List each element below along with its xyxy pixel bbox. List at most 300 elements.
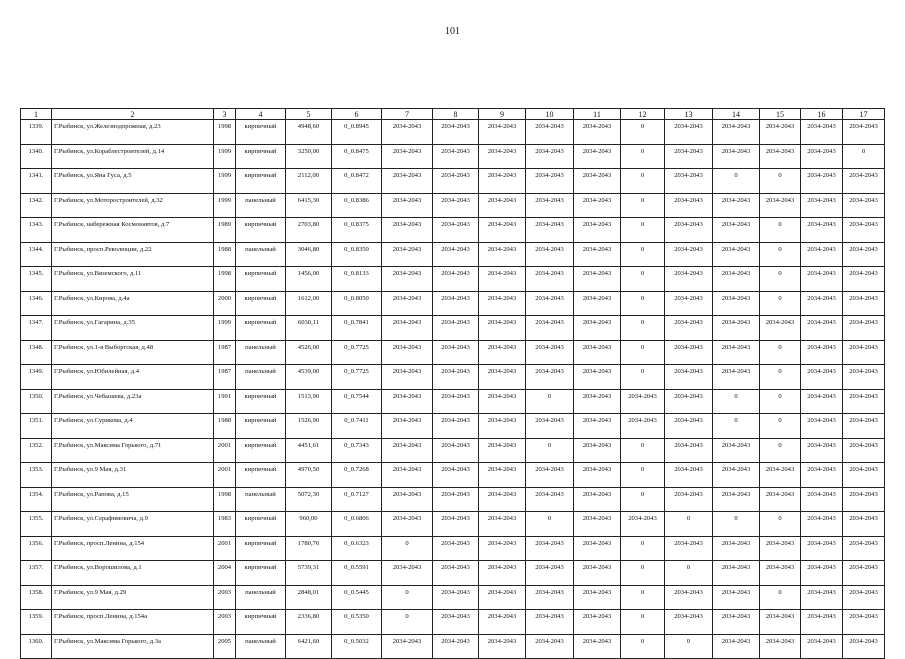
table-cell: 2034-2043	[382, 340, 433, 365]
table-cell: 1780,70	[286, 536, 332, 561]
table-row	[21, 512, 885, 537]
column-header: 17	[843, 109, 885, 120]
row-number-cell: 1350.	[21, 389, 52, 414]
address-cell: Г.Рыбинск, ул.Вяземского, д.11	[52, 267, 214, 292]
table-cell: 1999	[214, 193, 236, 218]
table-cell: 0	[713, 169, 760, 194]
table-cell: 0	[621, 561, 665, 586]
table-cell: 2034-2043	[801, 218, 843, 243]
table-cell: 2034-2043	[713, 144, 760, 169]
table-cell: 0	[621, 634, 665, 659]
table-cell: 2034-2043	[479, 561, 526, 586]
address-cell: Г.Рыбинск, ул.Сурикова, д.4	[52, 414, 214, 439]
page-number: 101	[445, 26, 460, 37]
table-cell: 2034-2043	[760, 120, 801, 145]
table-cell: 3250,00	[286, 144, 332, 169]
table-cell: 2034-2043	[713, 561, 760, 586]
table-cell: 0	[382, 536, 433, 561]
table-cell: 2034-2043	[574, 536, 621, 561]
row-number-cell: 1348.	[21, 340, 52, 365]
table-cell: 2034-2043	[574, 438, 621, 463]
table-cell: 2034-2043	[713, 291, 760, 316]
table-cell: 1612,00	[286, 291, 332, 316]
column-header: 12	[621, 109, 665, 120]
table-cell: 0	[760, 267, 801, 292]
table-cell: 0	[621, 365, 665, 390]
table-cell: кирпичный	[236, 389, 286, 414]
table-cell: 2034-2043	[843, 536, 885, 561]
table-cell: 2034-2043	[760, 561, 801, 586]
row-number-cell: 1357.	[21, 561, 52, 586]
table-cell: 0_0.8475	[332, 144, 382, 169]
table-cell: 2034-2043	[433, 291, 479, 316]
table-cell: 0	[713, 389, 760, 414]
address-cell: Г.Рыбинск, ул.Максима Горького, д.71	[52, 438, 214, 463]
table-cell: 0_0.8375	[332, 218, 382, 243]
table-cell: 2001	[214, 463, 236, 488]
table-cell: 2034-2043	[382, 487, 433, 512]
table-cell: 2034-2043	[433, 144, 479, 169]
address-cell: Г.Рыбинск, ул.Железнодорожная, д.23	[52, 120, 214, 145]
table-cell: 2034-2043	[382, 561, 433, 586]
table-cell: 0	[621, 487, 665, 512]
table-cell: кирпичный	[236, 120, 286, 145]
table-row	[21, 291, 885, 316]
table-row	[21, 610, 885, 635]
table-cell: 2034-2043	[801, 365, 843, 390]
table-cell: 2034-2043	[574, 585, 621, 610]
table-cell: 2034-2043	[801, 267, 843, 292]
table-row	[21, 389, 885, 414]
table-cell: 0	[621, 120, 665, 145]
table-cell: 2034-2043	[479, 267, 526, 292]
column-header: 3	[214, 109, 236, 120]
table-row	[21, 316, 885, 341]
row-number-cell: 1356.	[21, 536, 52, 561]
table-cell: 2034-2043	[526, 585, 574, 610]
table-cell: 2034-2043	[801, 242, 843, 267]
table-cell: 2034-2043	[713, 218, 760, 243]
table-cell: 0	[843, 144, 885, 169]
table-cell: 2034-2043	[801, 389, 843, 414]
table-cell: 2034-2043	[433, 365, 479, 390]
table-cell: 0	[760, 438, 801, 463]
table-cell: 2034-2043	[433, 242, 479, 267]
table-cell: 2034-2043	[382, 512, 433, 537]
table-cell: 2034-2043	[479, 585, 526, 610]
table-cell: 0_0.5591	[332, 561, 382, 586]
address-cell: Г.Рыбинск, просп.Революции, д.22	[52, 242, 214, 267]
table-cell: 2034-2043	[433, 610, 479, 635]
table-cell: 2034-2043	[526, 316, 574, 341]
address-cell: Г.Рыбинск, просп.Ленина, д.154	[52, 536, 214, 561]
table-cell: 960,00	[286, 512, 332, 537]
table-cell: 2034-2043	[526, 267, 574, 292]
table-cell: 2034-2043	[526, 561, 574, 586]
table-cell: кирпичный	[236, 512, 286, 537]
column-header: 7	[382, 109, 433, 120]
table-cell: 0_0.7343	[332, 438, 382, 463]
address-cell: Г.Рыбинск, ул.Кораблестроителей, д.14	[52, 144, 214, 169]
table-cell: 2034-2043	[801, 316, 843, 341]
address-cell: Г.Рыбинск, ул.1-я Выборгская, д.48	[52, 340, 214, 365]
table-cell: 2034-2043	[801, 561, 843, 586]
table-cell: 2034-2043	[382, 316, 433, 341]
table-cell: 2034-2043	[574, 193, 621, 218]
table-cell: 2034-2043	[479, 169, 526, 194]
address-cell: Г.Рыбинск, ул.Кирова, д.4а	[52, 291, 214, 316]
table-cell: 2034-2043	[843, 487, 885, 512]
table-cell: 2034-2043	[433, 487, 479, 512]
table-cell: 0	[621, 242, 665, 267]
table-cell: 2034-2043	[479, 291, 526, 316]
table-cell: 2034-2043	[382, 169, 433, 194]
table-cell: 2034-2043	[382, 218, 433, 243]
table-cell: 2034-2043	[713, 365, 760, 390]
table-cell: 2034-2043	[479, 365, 526, 390]
table-cell: 2034-2043	[382, 267, 433, 292]
table-cell: 2034-2043	[574, 169, 621, 194]
table-cell: 2034-2043	[665, 365, 713, 390]
table-cell: 0	[621, 585, 665, 610]
table-cell: 2034-2043	[843, 120, 885, 145]
table-cell: 2034-2043	[479, 193, 526, 218]
table-cell: 2034-2043	[526, 218, 574, 243]
table-cell: 0_0.8350	[332, 242, 382, 267]
row-number-cell: 1358.	[21, 585, 52, 610]
housing-table	[20, 108, 885, 659]
table-cell: 0_0.7127	[332, 487, 382, 512]
table-cell: 2336,80	[286, 610, 332, 635]
table-cell: 6421,60	[286, 634, 332, 659]
column-header: 15	[760, 109, 801, 120]
column-header: 16	[801, 109, 843, 120]
table-cell: 2034-2043	[382, 365, 433, 390]
column-header: 14	[713, 109, 760, 120]
address-cell: Г.Рыбинск, ул.Серафимовича, д.9	[52, 512, 214, 537]
table-cell: 2034-2043	[574, 561, 621, 586]
table-cell: 2034-2043	[760, 634, 801, 659]
table-cell: 0	[760, 242, 801, 267]
table-cell: 2034-2043	[574, 487, 621, 512]
table-cell: 2034-2043	[713, 193, 760, 218]
table-cell: 2034-2043	[843, 389, 885, 414]
table-cell: 5072,30	[286, 487, 332, 512]
table-cell: 0	[621, 316, 665, 341]
table-cell: 1988	[214, 414, 236, 439]
table-cell: 2034-2043	[574, 463, 621, 488]
table-cell: 2034-2043	[479, 512, 526, 537]
table-cell: 2034-2043	[801, 634, 843, 659]
table-cell: 2034-2043	[843, 291, 885, 316]
table-cell: 6415,30	[286, 193, 332, 218]
table-cell: 4451,61	[286, 438, 332, 463]
address-cell: Г.Рыбинск, ул.Максима Горького, д.3а	[52, 634, 214, 659]
row-number-cell: 1352.	[21, 438, 52, 463]
table-cell: 2034-2043	[433, 340, 479, 365]
table-cell: 2034-2043	[526, 169, 574, 194]
table-cell: 0_0.8133	[332, 267, 382, 292]
table-cell: 2034-2043	[433, 218, 479, 243]
table-cell: 0	[760, 585, 801, 610]
table-cell: 1998	[214, 487, 236, 512]
table-cell: 2034-2043	[665, 610, 713, 635]
table-cell: 2004	[214, 561, 236, 586]
table-cell: 2034-2043	[574, 512, 621, 537]
table-cell: 0	[382, 610, 433, 635]
table-cell: 0	[713, 512, 760, 537]
table-cell: кирпичный	[236, 463, 286, 488]
table-cell: кирпичный	[236, 218, 286, 243]
table-row	[21, 536, 885, 561]
table-cell: 1998	[214, 267, 236, 292]
table-cell: 2034-2043	[801, 512, 843, 537]
table-cell: 2034-2043	[843, 169, 885, 194]
table-cell: 2034-2043	[574, 291, 621, 316]
table-cell: 2034-2043	[526, 463, 574, 488]
column-header: 4	[236, 109, 286, 120]
table-cell: 2034-2043	[713, 585, 760, 610]
table-cell: 2034-2043	[433, 512, 479, 537]
header-row	[21, 109, 885, 120]
row-number-cell: 1340.	[21, 144, 52, 169]
table-cell: 2034-2043	[479, 316, 526, 341]
table-cell: 2034-2043	[382, 144, 433, 169]
table-cell: 0	[621, 169, 665, 194]
table-row	[21, 144, 885, 169]
table-cell: 2034-2043	[665, 291, 713, 316]
row-number-cell: 1344.	[21, 242, 52, 267]
address-cell: Г.Рыбинск, ул.Юбилейная, д.4	[52, 365, 214, 390]
table-cell: кирпичный	[236, 536, 286, 561]
table-cell: 0	[621, 340, 665, 365]
table-cell: 2034-2043	[760, 316, 801, 341]
row-number-cell: 1360.	[21, 634, 52, 659]
address-cell: Г.Рыбинск, ул.Чебышева, д.23а	[52, 389, 214, 414]
table-cell: 2034-2043	[713, 438, 760, 463]
table-cell: 0_0.7411	[332, 414, 382, 439]
table-cell: 2034-2043	[760, 463, 801, 488]
table-cell: 2034-2043	[801, 291, 843, 316]
row-number-cell: 1345.	[21, 267, 52, 292]
table-cell: 0	[665, 561, 713, 586]
table-cell: 2034-2043	[843, 414, 885, 439]
table-row	[21, 463, 885, 488]
table-cell: 2034-2043	[574, 414, 621, 439]
table-cell: 5739,31	[286, 561, 332, 586]
table-cell: панельный	[236, 487, 286, 512]
table-cell: 2034-2043	[433, 585, 479, 610]
table-cell: 1987	[214, 340, 236, 365]
table-cell: 0	[526, 438, 574, 463]
table-cell: кирпичный	[236, 291, 286, 316]
table-cell: 2034-2043	[760, 536, 801, 561]
table-cell: 2034-2043	[479, 218, 526, 243]
table-cell: 0_0.7725	[332, 340, 382, 365]
table-cell: 2034-2043	[433, 634, 479, 659]
table-cell: 2034-2043	[479, 634, 526, 659]
table-cell: 0	[526, 389, 574, 414]
table-row	[21, 487, 885, 512]
table-cell: 0	[621, 144, 665, 169]
table-cell: 2034-2043	[574, 218, 621, 243]
table-cell: 0	[665, 634, 713, 659]
column-header: 2	[52, 109, 214, 120]
table-cell: 2034-2043	[843, 218, 885, 243]
table-cell: 0	[760, 389, 801, 414]
table-cell: 0	[621, 463, 665, 488]
table-cell: 2034-2043	[843, 585, 885, 610]
table-cell: 0_0.6323	[332, 536, 382, 561]
table-cell: 2034-2043	[843, 365, 885, 390]
table-row	[21, 193, 885, 218]
table-row	[21, 561, 885, 586]
table-cell: 2034-2043	[526, 536, 574, 561]
table-cell: 2034-2043	[760, 193, 801, 218]
table-cell: 0	[382, 585, 433, 610]
table-row	[21, 242, 885, 267]
table-cell: 0	[526, 512, 574, 537]
table-cell: 2034-2043	[665, 536, 713, 561]
table-cell: 2034-2043	[479, 414, 526, 439]
table-cell: 2034-2043	[843, 242, 885, 267]
address-cell: Г.Рыбинск, ул.Ворошилова, д.1	[52, 561, 214, 586]
table-cell: кирпичный	[236, 610, 286, 635]
table-cell: 2034-2043	[760, 487, 801, 512]
table-cell: 2034-2043	[382, 291, 433, 316]
table-cell: 0	[760, 512, 801, 537]
table-cell: 2848,01	[286, 585, 332, 610]
address-cell: Г.Рыбинск, ул.9 Мая, д.31	[52, 463, 214, 488]
table-cell: панельный	[236, 193, 286, 218]
table-cell: 2034-2043	[843, 340, 885, 365]
table-cell: 2034-2043	[433, 120, 479, 145]
table-cell: 2034-2043	[479, 120, 526, 145]
address-cell: Г.Рыбинск, ул.9 Мая, д.29	[52, 585, 214, 610]
table-cell: 2034-2043	[665, 242, 713, 267]
table-cell: 2034-2043	[526, 144, 574, 169]
table-cell: 2034-2043	[574, 634, 621, 659]
table-cell: 2034-2043	[801, 193, 843, 218]
column-header: 11	[574, 109, 621, 120]
table-cell: 2034-2043	[801, 438, 843, 463]
table-cell: 2034-2043	[621, 512, 665, 537]
column-header: 8	[433, 109, 479, 120]
table-cell: 2034-2043	[574, 144, 621, 169]
table-cell: 1456,00	[286, 267, 332, 292]
table-cell: 2034-2043	[382, 634, 433, 659]
table-cell: 2034-2043	[713, 463, 760, 488]
table-cell: 2034-2043	[801, 487, 843, 512]
row-number-cell: 1343.	[21, 218, 52, 243]
column-header: 1	[21, 109, 52, 120]
table-cell: 1991	[214, 389, 236, 414]
table-cell: 0	[760, 291, 801, 316]
table-cell: 2034-2043	[843, 634, 885, 659]
table-cell: 0	[760, 218, 801, 243]
table-cell: 1999	[214, 169, 236, 194]
table-cell: 2003	[214, 585, 236, 610]
table-row	[21, 414, 885, 439]
table-cell: 0	[621, 536, 665, 561]
address-cell: Г.Рыбинск, просп.Ленина, д.154а	[52, 610, 214, 635]
table-cell: 2034-2043	[433, 414, 479, 439]
table-cell: 1999	[214, 144, 236, 169]
table-cell: панельный	[236, 242, 286, 267]
table-cell: 4526,00	[286, 340, 332, 365]
table-cell: 2034-2043	[526, 634, 574, 659]
table-cell: 2034-2043	[801, 536, 843, 561]
table-cell: 2034-2043	[665, 120, 713, 145]
table-cell: панельный	[236, 585, 286, 610]
table-cell: 2034-2043	[433, 561, 479, 586]
table-cell: 0_0.8386	[332, 193, 382, 218]
table-row	[21, 267, 885, 292]
table-cell: кирпичный	[236, 561, 286, 586]
table-cell: 2034-2043	[526, 291, 574, 316]
table-cell: 2034-2043	[479, 340, 526, 365]
table-cell: 2034-2043	[713, 610, 760, 635]
table-cell: 2034-2043	[760, 144, 801, 169]
table-cell: 2034-2043	[713, 634, 760, 659]
table-cell: 2034-2043	[843, 316, 885, 341]
table-cell: 2034-2043	[526, 365, 574, 390]
table-cell: 2034-2043	[479, 389, 526, 414]
row-number-cell: 1339.	[21, 120, 52, 145]
table-cell: 2034-2043	[713, 487, 760, 512]
table-cell: 2034-2043	[665, 144, 713, 169]
table-cell: 2034-2043	[665, 463, 713, 488]
table-cell: 2034-2043	[479, 536, 526, 561]
address-cell: Г.Рыбинск, ул.Яна Гуса, д.5	[52, 169, 214, 194]
table-cell: 2034-2043	[479, 463, 526, 488]
table-cell: 2034-2043	[479, 610, 526, 635]
table-cell: 2034-2043	[433, 193, 479, 218]
table-cell: 1988	[214, 242, 236, 267]
table-cell: 2034-2043	[843, 438, 885, 463]
table-cell: 2703,80	[286, 218, 332, 243]
table-cell: 1998	[214, 120, 236, 145]
table-row	[21, 634, 885, 659]
table-cell: 2034-2043	[665, 438, 713, 463]
table-cell: 0	[760, 340, 801, 365]
table-cell: 2034-2043	[713, 120, 760, 145]
table-cell: кирпичный	[236, 414, 286, 439]
table-cell: 2034-2043	[479, 144, 526, 169]
table-cell: 2034-2043	[713, 267, 760, 292]
table-row	[21, 438, 885, 463]
table-cell: 0	[621, 193, 665, 218]
table-cell: 2034-2043	[843, 561, 885, 586]
table-cell: 0	[621, 610, 665, 635]
table-cell: 3046,80	[286, 242, 332, 267]
table-cell: 0	[760, 365, 801, 390]
table-cell: кирпичный	[236, 438, 286, 463]
column-header: 10	[526, 109, 574, 120]
row-number-cell: 1347.	[21, 316, 52, 341]
table-cell: 2034-2043	[801, 340, 843, 365]
table-cell: 2034-2043	[526, 193, 574, 218]
table-cell: 2034-2043	[433, 536, 479, 561]
table-cell: 0	[621, 291, 665, 316]
table-cell: 2034-2043	[526, 610, 574, 635]
table-cell: 0_0.7841	[332, 316, 382, 341]
table-cell: 2034-2043	[479, 487, 526, 512]
table-cell: 2034-2043	[433, 169, 479, 194]
table-cell: 2034-2043	[382, 438, 433, 463]
table-cell: 2034-2043	[665, 169, 713, 194]
table-cell: 2034-2043	[433, 389, 479, 414]
